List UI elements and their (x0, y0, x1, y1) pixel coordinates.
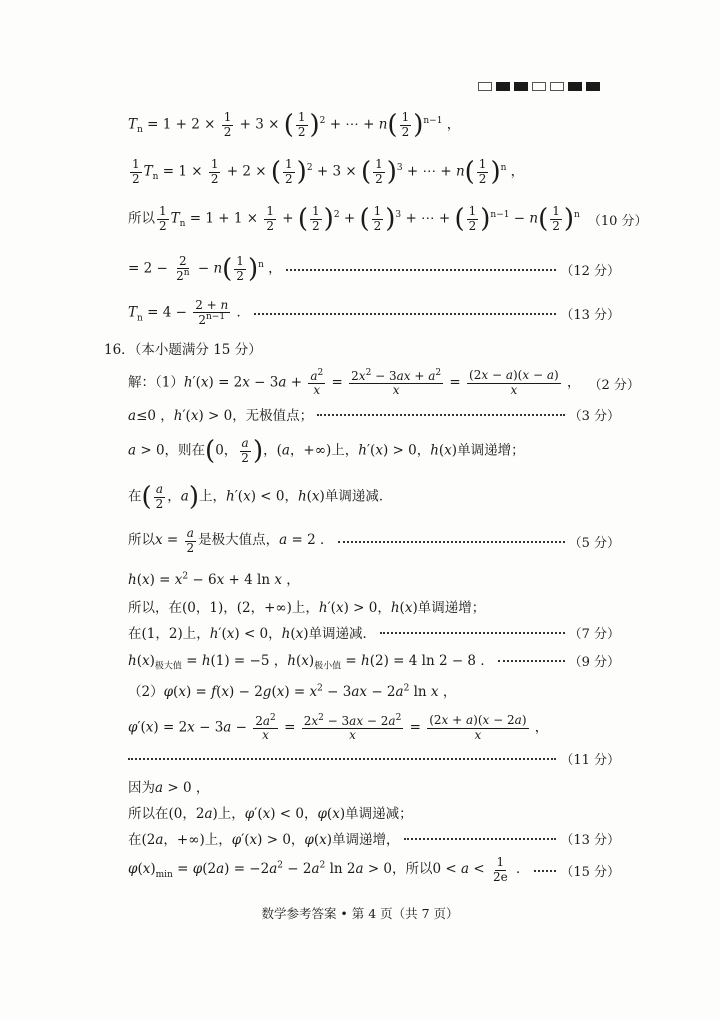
formula: $h(x) = x^2 - 6x + 4$ ln x ， (128, 571, 300, 588)
header-mark (496, 82, 510, 91)
line-simplify (128, 252, 620, 286)
text-fragment: 所以在 (128, 806, 169, 822)
formula: $T_n = 4$ − $\frac{2 + n}{2^{n-1}}$ ． (128, 297, 251, 327)
line-decreasing-1-2 (128, 622, 620, 642)
dot-leader (534, 868, 557, 872)
score-label: （15 分） (560, 864, 620, 880)
line-phi-derivative (128, 710, 620, 746)
header-mark (568, 82, 582, 91)
line-max-point (128, 524, 620, 558)
formula: $T_n = 1 + 2$ × $\frac{1}{2}$ + 3 × ( $\frac{1}{2}$ )$^2$ + ⋯ + n( $\frac{1}{2}$ )$^{n-1}$ ， (128, 110, 461, 140)
text-fragment: 上， (199, 488, 227, 505)
line-increasing-intervals (128, 596, 620, 616)
score-label: （11 分） (560, 752, 620, 768)
line-extreme-values (128, 650, 620, 670)
text-fragment: ， (377, 600, 391, 616)
subscript-label: 极大值 (154, 661, 182, 672)
formula: 在(1，2)上，h′(x) < 0，h(x)单调递减． (128, 626, 377, 642)
dot-leader (404, 836, 557, 840)
line-a-nonpositive (128, 404, 620, 424)
text-fragment: 单调递增； (417, 600, 486, 616)
line-half-tn (128, 155, 620, 189)
line-tn-series (128, 108, 620, 142)
header-mark (532, 82, 546, 91)
subscript-label: 极小值 (314, 661, 342, 672)
text-fragment: 在 (128, 832, 142, 848)
line-phi-decreasing (128, 802, 620, 822)
score-label: （7 分） (568, 626, 620, 642)
header-mark (514, 82, 528, 91)
text-fragment: 上， (182, 626, 210, 642)
line-h-function (128, 568, 620, 588)
formula: a > 0，则在(0， $\frac{a}{2}$ )，(a，+∞)上，h′(x) > 0，h(x)单调递增； (128, 436, 525, 466)
line-h-derivative (128, 366, 640, 400)
text-fragment: ，则在 (164, 442, 206, 459)
score-label: （3 分） (568, 408, 620, 424)
line-phi-min (128, 852, 620, 888)
text-fragment: ， (284, 488, 298, 505)
formula: $(2)\varphi(x) = f(x) - 2g(x) = x^2 - 3ax - 2a^2$ ln x ， (128, 683, 457, 700)
text-fragment: ， (268, 626, 282, 642)
formula: 所以，在(0，1)，(2，+∞)上，h′(x) > 0，h(x)单调递增； (128, 600, 486, 616)
text-fragment: 在 (128, 626, 142, 642)
header-marks (478, 82, 600, 91)
header-mark (586, 82, 600, 91)
text-fragment: ， (303, 806, 318, 822)
dot-leader (338, 539, 565, 543)
text-fragment: 单调递增； (457, 442, 525, 459)
text-fragment: ， (416, 442, 431, 459)
text-fragment: 所以 (128, 532, 155, 549)
text-fragment: ， (263, 442, 277, 459)
score-label: （5 分） (568, 535, 620, 551)
formula: 所以 $\frac{1}{2}$ $T_n = 1 + 1$ × $\frac{1}{2}$ + ( $\frac{1}{2}$ )$^2$ + ( $\frac{1}{2}$ )$^3$ + ⋯ + ( $\frac{1}{2}$ )$^{n-1}$ − n( $\frac{1}{2}$ )$^n$ (128, 204, 580, 234)
header-mark (478, 82, 492, 91)
line-because (128, 776, 620, 796)
formula: a≤0 ，h′(x) > 0，无极值点； (128, 408, 314, 424)
formula: 因为a > 0 ， (128, 780, 210, 796)
text-fragment: ， (290, 832, 305, 848)
text-prefix: 所以 (128, 210, 155, 227)
score-label: （9 分） (568, 654, 620, 670)
dot-leader (286, 267, 557, 271)
line-a-positive (128, 432, 620, 470)
line-subtract (128, 202, 648, 236)
formula: $\frac{1}{2}$ $T_n = 1$ × $\frac{1}{2}$ + 2 × ( $\frac{1}{2}$ )$^2$ + 3 × ( $\frac{1}{2}$ )$^3$ + ⋯ + n( $\frac{1}{2}$ )$^n$ ， (132, 157, 525, 187)
text-fragment: 是极大值点， (198, 532, 280, 549)
formula: 解：（1）h′(x) = 2x − 3a + $\frac{a^2}{x}$ = $\frac{2x^2 - 3ax + a^2}{x}$ = $\frac{(2x - a)(x - a)}{x}$ ， (128, 367, 581, 397)
formula: 所以x = $\frac{a}{2}$ 是极大值点，a = 2 ． (128, 526, 334, 555)
question-16-heading (104, 338, 596, 358)
score-label: （13 分） (560, 307, 620, 323)
dot-leader (254, 311, 556, 315)
line-phi-function (128, 680, 620, 700)
text-fragment: 所以，在 (128, 600, 182, 616)
line-decreasing-interval (128, 478, 620, 516)
dot-leader (380, 630, 565, 634)
text-fragment: 上， (291, 600, 319, 616)
formula: 所以在(0，2a)上，φ′(x) < 0，φ(x)单调递减； (128, 806, 413, 822)
line-tn-result (128, 296, 620, 330)
text-prefix: 解：（1） (128, 374, 184, 391)
text-fragment: ，无极值点； (232, 408, 314, 424)
subscript-label: min (155, 870, 173, 881)
score-label: （10 分） (587, 213, 648, 229)
line-score-11 (128, 748, 620, 768)
text-fragment: 单调递减． (308, 626, 377, 642)
dot-leader (128, 756, 556, 760)
text-fragment: 因为 (128, 780, 155, 796)
formula: $h(x)_{极大值} = h(1) = -5$ ，$h(x)_{极小值} = h(2) = 4$ ln 2 − 8 ． (128, 652, 494, 672)
formula: 在( $\frac{a}{2}$ ，a)上，h′(x) < 0，h(x)单调递减． (128, 482, 393, 512)
text-fragment: 在 (128, 488, 142, 505)
text-fragment: 上， (331, 442, 359, 459)
text-prefix: （2） (128, 684, 164, 700)
score-label: （13 分） (560, 832, 620, 848)
text-fragment: 上， (204, 832, 232, 848)
formula: $\varphi(x)_{min} = \varphi(2a) = -2a^2 - 2a^2$ ln 2a > 0，所以0 < a < $\frac{1}{2e}$ ． (128, 855, 530, 884)
score-label: （2 分） (588, 377, 640, 393)
text-fragment: 单调递减； (345, 806, 413, 822)
formula: φ′(x) = 2x − 3a − $\frac{2a^2}{x}$ = $\frac{2x^2 - 3ax - 2a^2}{x}$ = $\frac{(2x + a)(x - 2a)}{x}$ ， (128, 712, 549, 742)
dot-leader (498, 658, 565, 662)
text-fragment: ，所以 (392, 861, 433, 878)
text-fragment: 单调递减． (324, 488, 393, 505)
text-fragment: 上， (217, 806, 245, 822)
text-fragment: 单调递增， (332, 832, 400, 848)
header-mark (550, 82, 564, 91)
formula: = 2 − $\frac{2}{2^n}$ − n( $\frac{1}{2}$ )$^n$ ， (128, 253, 282, 284)
question-title: 16．（本小题满分 15 分） (104, 342, 262, 358)
line-phi-increasing (128, 828, 620, 848)
formula: 在(2a，+∞)上，φ′(x) > 0，φ(x)单调递增， (128, 832, 400, 848)
score-label: （12 分） (560, 263, 620, 279)
text-fragment: ， (223, 600, 237, 616)
dot-leader (317, 412, 564, 416)
page-footer: 数学参考答案 • 第 4 页（共 7 页） (261, 906, 459, 921)
